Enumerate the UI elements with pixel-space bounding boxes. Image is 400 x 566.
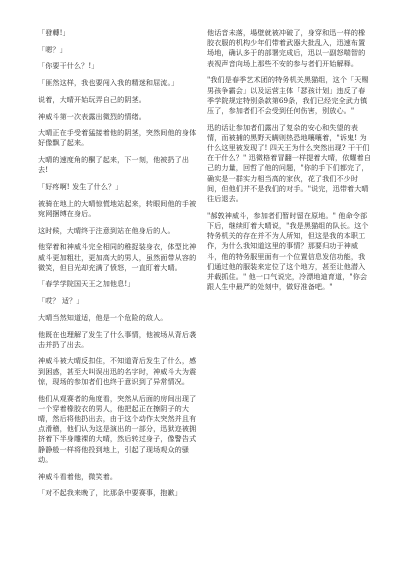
- paragraph: 「对不起我来晚了，比那条中要赛事，抱歉」: [38, 488, 182, 498]
- paragraph: 他穿着和神威斗完全相同的稚捉装身衣，体型比神威斗更加粗壮，更加高大的男人，虽然面带从容的微笑，但目光却充满了愤怒，一直盯着大晴。: [38, 242, 197, 272]
- paragraph: "郝敦神威斗，参加者们暂时留在原地。" 他命令部下后，继续盯着大晴说，"我是黑猫组的队长。这个特务机关的存在并不为人所知，但这是我的本职工作，为什么我知道这里的事情？那要归功于神威斗，他的特务服里面有一个位置信息发信功能，我们通过他的服装来定位了这个地方，甚至让他潜入并载抓住。" 他一口气说完，冷漂地迪育道，"你会跟人生中最严的处刻中，做好准备吧。": [207, 210, 369, 292]
- paragraph: 大晴的速度角的酮了起来，下一刻，他被扔了出去!: [38, 155, 190, 175]
- paragraph: 这时候，大晴终于注意到站在他身后的人。: [38, 225, 175, 235]
- paragraph: 「好疼啊! 发生了什么？」: [38, 182, 123, 192]
- left-text-column: [38, 28, 198, 505]
- paragraph: 「你要干什么？!」: [38, 61, 99, 71]
- paragraph: 他话音未落，場壁就被冲破了，身穿和迅一样的橡胶衣服的机构少年们带着武器大批乱入，迅速布置场地，确认多于的部署完成后，迅以一副怒喘智的表视声音向场上那些不安的参与者们开始解释。: [207, 28, 366, 68]
- paragraph: 神威斗第一次表露出微烈的情绪。: [38, 111, 146, 121]
- paragraph: 大晴正在手受着猛接着他的阴茎，突然间他的身体好像飘了起来。: [38, 128, 197, 148]
- paragraph: 「春学学院国天王之加他息!」: [38, 279, 135, 289]
- paragraph: 神威斗被大晴反扣住，不知道背后发生了什么，感到困惑，甚至大叫误出迅的名字时，神威斗大为震惊，现场的参加者们也终于意识到了异常情况。: [38, 356, 197, 386]
- paragraph: 他既在也理解了发生了什么事情，他被场从背后袭击并扔了出去。: [38, 329, 197, 349]
- paragraph: 「匪然这样，我也要闯入我的精迷和屈流。」: [38, 78, 179, 88]
- paragraph: 说着，大晴开始玩弄自己的阴茎。: [38, 94, 146, 104]
- paragraph: 迅的话让参加者们露出了复杂的安心和失望的表情，而被捕的黑野天瞒则热恐地嚷嚷着，"诉鬼! 为什么这里被发现了! 四天王为什么突然出现? 干干们在干什么？" 迅微格着冒翻一样提着大晴，依耀着自己的力量，回哲了他的问题，"你的手下们都完了，确实是一群实力相当高的家伙，花了我们不少时间，但他们并不是我们的对手。"说完，迅带着大晴往后退去。: [207, 122, 371, 204]
- right-text-column: [207, 28, 371, 299]
- paragraph: "我们是春季艺术团的特务机关黑猫组，这个「天赐男孩争霸会」以及运营主体「瑟孩计划」违反了春季学院规定特别条款第69条，我们已经完全武力镇压了，参加者们不会受到任何伤害，别放心。": [207, 75, 369, 115]
- paragraph: 「嗯？」: [38, 44, 67, 54]
- paragraph: 被骑在地上的大晴惊慌地站起来，转眼间他的手被宛网捆缚在身后。: [38, 198, 197, 218]
- paragraph: 「發轉!」: [38, 28, 70, 37]
- paragraph: 「哎？ 适？」: [38, 296, 84, 306]
- paragraph: 神威斗看着他，微笑着。: [38, 471, 118, 481]
- paragraph: 他们从观赛者的角度看，突然从后面的房间出现了一个穿着橡胶衣的男人，他把起正在擦阴子的大晴，然后将他扔出去，由于这个动作太突然并且有点滑稽，他们认为这是演出的一部分，迅狱迩被拥挤着下半身雕裸的大晴，然后转过身子，像警告式静静般一样将他投到地上，引起了现场观众的骚动。: [38, 393, 197, 464]
- paragraph: 大晴当然知道适，他是一个危险的敌人。: [38, 312, 168, 322]
